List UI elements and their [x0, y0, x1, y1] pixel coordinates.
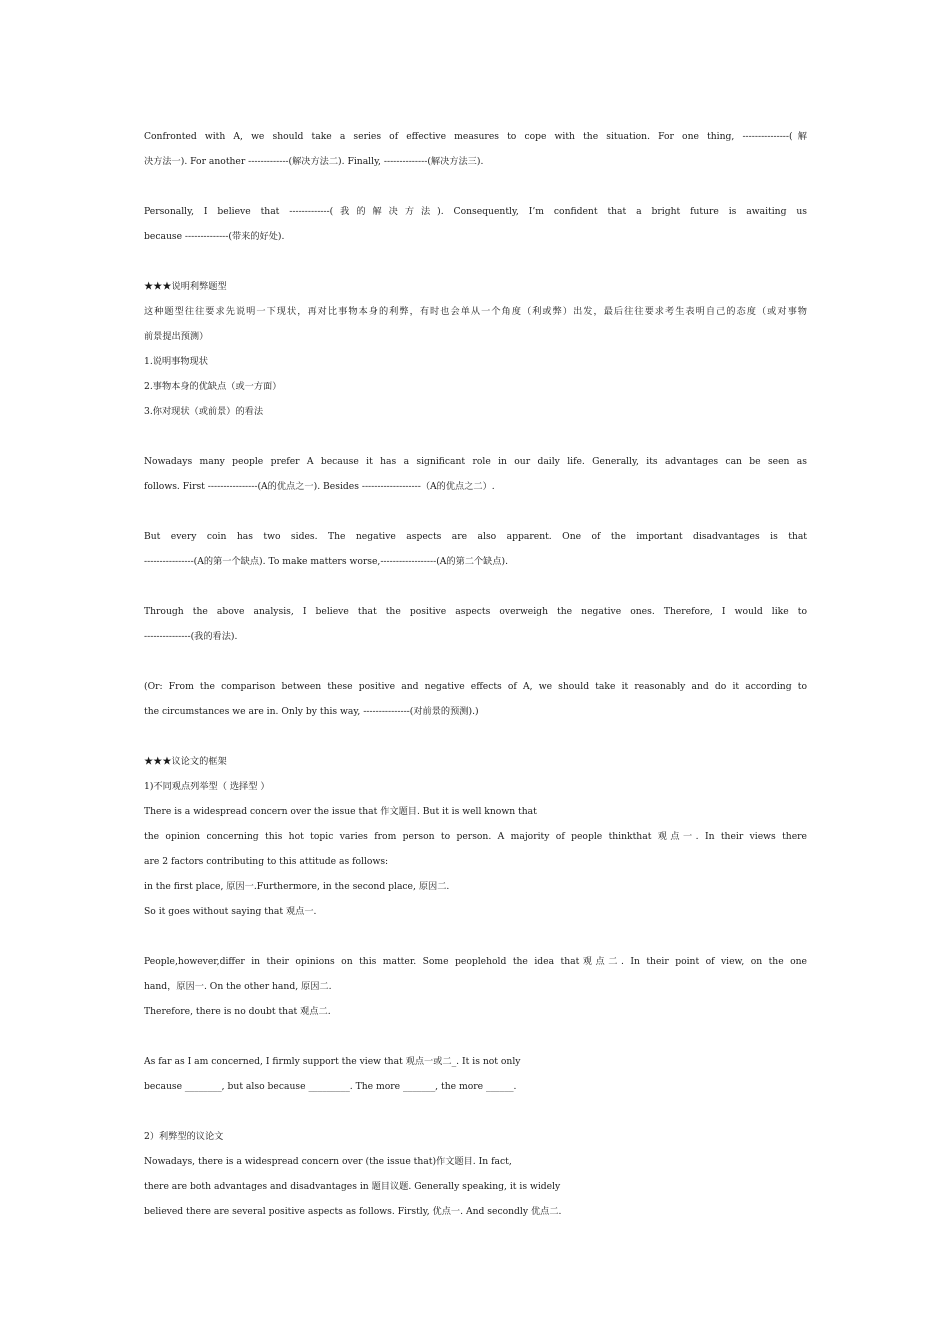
subsection-heading: 1)不同观点列举型（ 选择型 ）	[144, 781, 270, 792]
paragraph-gap	[144, 249, 807, 274]
paragraph-gap	[144, 1024, 807, 1049]
text-line: There is a widespread concern over the issue that 作文题目. But it is well known that	[144, 806, 537, 817]
list-item: 2.事物本身的优缺点（或一方面）	[144, 381, 282, 392]
text-line: there are both advantages and disadvantages in 题目议题. Generally speaking, it is widely	[144, 1181, 561, 1192]
text-line: the opinion concerning this hot topic varies from person to person. A majority of people thinkthat 观点一. In their views there	[144, 831, 807, 842]
paragraph-gap	[144, 174, 807, 199]
text-line: So it goes without saying that 观点一.	[144, 906, 317, 917]
paragraph-gap	[144, 574, 807, 599]
text-line: Nowadays many people prefer A because it has a significant role in our daily life. Generally, its advantages can be seen as	[144, 456, 807, 467]
text-line: are 2 factors contributing to this attitude as follows:	[144, 856, 389, 867]
text-line: follows. First ----------------(A的优点之一). Besides -------------------（A的优点之二）.	[144, 481, 495, 492]
paragraph-gap	[144, 649, 807, 674]
text-line: As far as I am concerned, I firmly support the view that 观点一或二_. It is not only	[144, 1056, 521, 1067]
text-line: Therefore, there is no doubt that 观点二.	[144, 1006, 331, 1017]
text-line: in the first place, 原因一.Furthermore, in the second place, 原因二.	[144, 881, 450, 892]
text-line: Nowadays, there is a widespread concern over (the issue that)作文题目. In fact,	[144, 1156, 512, 1167]
text-line: People,however,differ in their opinions on this matter. Some peoplehold the idea that观点二. In their point of view, on the one	[144, 956, 807, 967]
text-line: because ________, but also because _________. The more _______, the more ______.	[144, 1081, 517, 1092]
text-line: Through the above analysis, I believe that the positive aspects overweigh the negative ones. Therefore, I would like to	[144, 606, 807, 617]
text-line: Confronted with A, we should take a series of effective measures to cope with the situation. For one thing, ---------------(解	[144, 131, 807, 142]
section-heading: ★★★议论文的框架	[144, 756, 227, 767]
text-line: 这种题型往往要求先说明一下现状，再对比事物本身的利弊，有时也会单从一个角度（利或弊）出发，最后往往要求考生表明自己的态度（或对事物	[144, 306, 807, 317]
text-line: But every coin has two sides. The negative aspects are also apparent. One of the important disadvantages is that	[144, 531, 807, 542]
list-item: 3.你对现状（或前景）的看法	[144, 406, 264, 417]
paragraph-gap	[144, 424, 807, 449]
text-line: Personally, I believe that -------------(我的解决方法). Consequently, I’m confident that a bright future is awaiting us	[144, 206, 807, 217]
text-line: hand，原因一. On the other hand, 原因二.	[144, 981, 332, 992]
text-line: 前景提出预测）	[144, 331, 209, 342]
text-line: (Or: From the comparison between these positive and negative effects of A, we should take it reasonably and do it according to	[144, 681, 807, 692]
text-line: because --------------(带来的好处).	[144, 231, 285, 242]
subsection-heading: 2）利弊型的议论文	[144, 1131, 224, 1142]
text-line: 决方法一). For another -------------(解决方法二). Finally, --------------(解决方法三).	[144, 156, 484, 167]
document-body	[144, 124, 807, 1224]
list-item: 1.说明事物现状	[144, 356, 208, 367]
paragraph-gap	[144, 924, 807, 949]
paragraph-gap	[144, 499, 807, 524]
text-line: ---------------(我的看法).	[144, 631, 238, 642]
text-line: believed there are several positive aspects as follows. Firstly, 优点一. And secondly 优点二.	[144, 1206, 562, 1217]
section-heading: ★★★说明利弊题型	[144, 281, 227, 292]
text-line: the circumstances we are in. Only by this way, ---------------(对前景的预测).)	[144, 706, 479, 717]
text-line: ----------------(A的第一个缺点). To make matters worse,------------------(A的第二个缺点).	[144, 556, 509, 567]
paragraph-gap	[144, 724, 807, 749]
paragraph-gap	[144, 1099, 807, 1124]
